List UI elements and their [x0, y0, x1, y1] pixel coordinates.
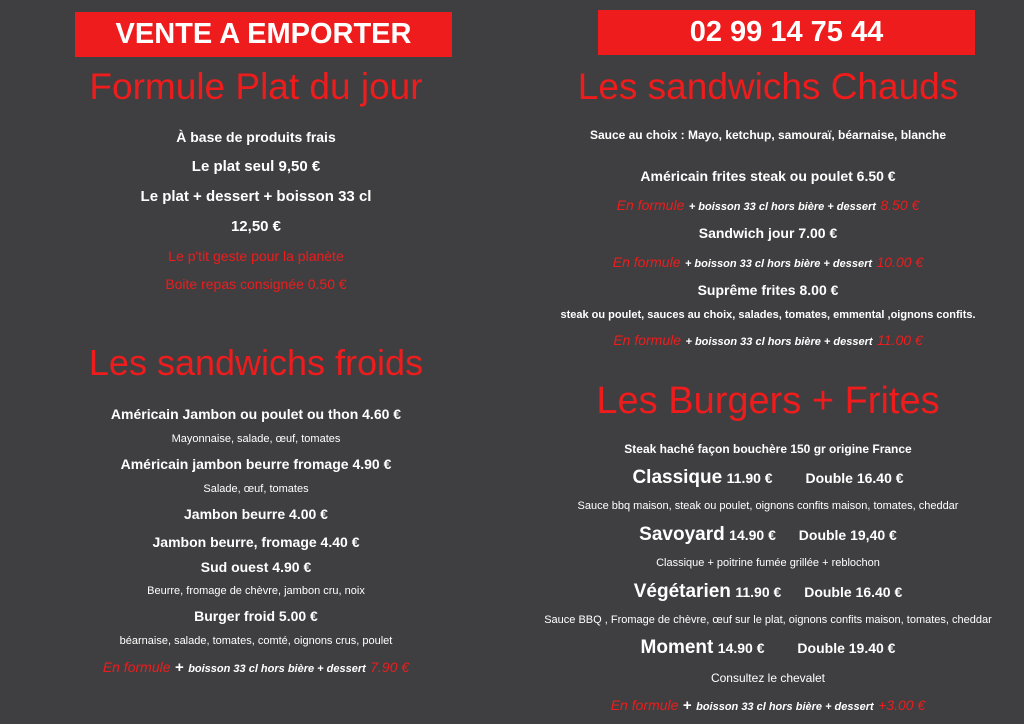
froids-item-name: Jambon beurre 4.00 € — [184, 506, 328, 522]
chauds-formule — [512, 332, 1024, 350]
chauds-item-desc: steak ou poulet, sauces au choix, salades, tomates, emmental ,oignons confits. — [560, 309, 976, 321]
froids-item-name: Jambon beurre, fromage 4.40 € — [152, 534, 360, 550]
burger-name: Savoyard — [639, 524, 725, 545]
formule-price: 7.90 € — [370, 659, 410, 675]
formule-label: En formule — [613, 332, 682, 348]
formule-price: +3.00 € — [878, 697, 926, 713]
formule-text: + boisson 33 cl hors bière + dessert — [685, 336, 873, 348]
formule-label: En formule — [610, 697, 679, 713]
froids-item-desc: béarnaise, salade, tomates, comté, oignons crus, poulet — [119, 635, 393, 647]
formule-text: + boisson 33 cl hors bière + dessert — [684, 258, 873, 270]
burger-desc: Consultez le chevalet — [710, 671, 826, 685]
froids-item-desc: Salade, œuf, tomates — [203, 483, 309, 495]
froids-item-name: Américain jambon beurre fromage 4.90 € — [120, 456, 392, 472]
chauds-item-name: Sandwich jour 7.00 € — [698, 225, 838, 241]
burger-name: Moment — [640, 637, 714, 658]
sauce-line: Sauce au choix : Mayo, ketchup, samouraï, béarnaise, blanche — [589, 128, 947, 142]
formule-label: En formule — [102, 659, 171, 675]
formule-plus: + — [174, 659, 184, 676]
formule-text: boisson 33 cl hors bière + dessert — [696, 701, 874, 713]
planet-line: Le p'tit geste pour la planète — [168, 248, 344, 264]
burger-row — [512, 581, 1024, 603]
formule-line: Le plat seul 9,50 € — [191, 158, 321, 175]
froids-item-desc: Beurre, fromage de chèvre, jambon cru, noix — [147, 585, 365, 597]
formule-label: En formule — [612, 254, 681, 270]
formule-text: boisson 33 cl hors bière + dessert — [188, 663, 366, 675]
burger-double: Double 16.40 € — [805, 470, 904, 486]
burger-price: 14.90 € — [717, 640, 765, 656]
chauds-title: Les sandwichs Chauds — [577, 66, 959, 107]
burgers-subtitle: Steak haché façon bouchère 150 gr origine France — [624, 442, 912, 456]
chauds-formule — [512, 197, 1024, 215]
formule-price: 10.00 € — [876, 254, 924, 270]
burger-price: 11.90 € — [726, 470, 773, 486]
burger-desc: Classique + poitrine fumée grillée + reblochon — [656, 557, 880, 569]
formule-line: À base de produits frais — [176, 129, 336, 145]
formule-price: 8.50 € — [880, 197, 920, 213]
formule-line: Le plat + dessert + boisson 33 cl — [140, 188, 372, 205]
formule-plus: + — [682, 697, 692, 714]
burger-name: Classique — [632, 467, 723, 488]
burger-desc: Sauce bbq maison, steak ou poulet, oignons confits maison, tomates, cheddar — [577, 500, 959, 512]
formule-title: Formule Plat du jour — [89, 66, 423, 107]
froids-item-name: Sud ouest 4.90 € — [200, 559, 312, 575]
burger-row — [512, 524, 1024, 546]
formule-label: En formule — [616, 197, 685, 213]
chauds-item-name: Suprême frites 8.00 € — [697, 282, 839, 298]
burger-double: Double 19,40 € — [798, 527, 897, 543]
burgers-title: Les Burgers + Frites — [596, 380, 940, 422]
burger-price: 11.90 € — [735, 584, 782, 600]
burger-price: 14.90 € — [729, 527, 776, 543]
burger-double: Double 19.40 € — [797, 640, 896, 656]
burger-row — [512, 467, 1024, 489]
formule-line: 12,50 € — [230, 218, 282, 235]
formule-price: 11.00 € — [877, 332, 923, 348]
froids-item-name: Américain Jambon ou poulet ou thon 4.60 € — [110, 406, 402, 422]
planet-line: Boite repas consignée 0.50 € — [165, 276, 347, 292]
burger-name: Végétarien — [633, 581, 731, 602]
chauds-item-name: Américain frites steak ou poulet 6.50 € — [640, 168, 896, 184]
froids-item-desc: Mayonnaise, salade, œuf, tomates — [171, 433, 341, 445]
burgers-formule-footer — [512, 697, 1024, 715]
chauds-formule — [512, 254, 1024, 272]
burger-double: Double 16.40 € — [804, 584, 903, 600]
froids-title: Les sandwichs froids — [88, 342, 424, 383]
burger-row — [512, 637, 1024, 659]
phone-banner: 02 99 14 75 44 — [598, 10, 975, 55]
froids-item-name: Burger froid 5.00 € — [194, 608, 318, 624]
froids-formule-footer — [0, 659, 512, 677]
burger-desc: Sauce BBQ , Fromage de chèvre, œuf sur le plat, oignons confits maison, tomates, cheddar — [544, 614, 992, 626]
takeaway-banner: VENTE A EMPORTER — [75, 12, 452, 57]
formule-text: + boisson 33 cl hors bière + dessert — [688, 201, 876, 213]
